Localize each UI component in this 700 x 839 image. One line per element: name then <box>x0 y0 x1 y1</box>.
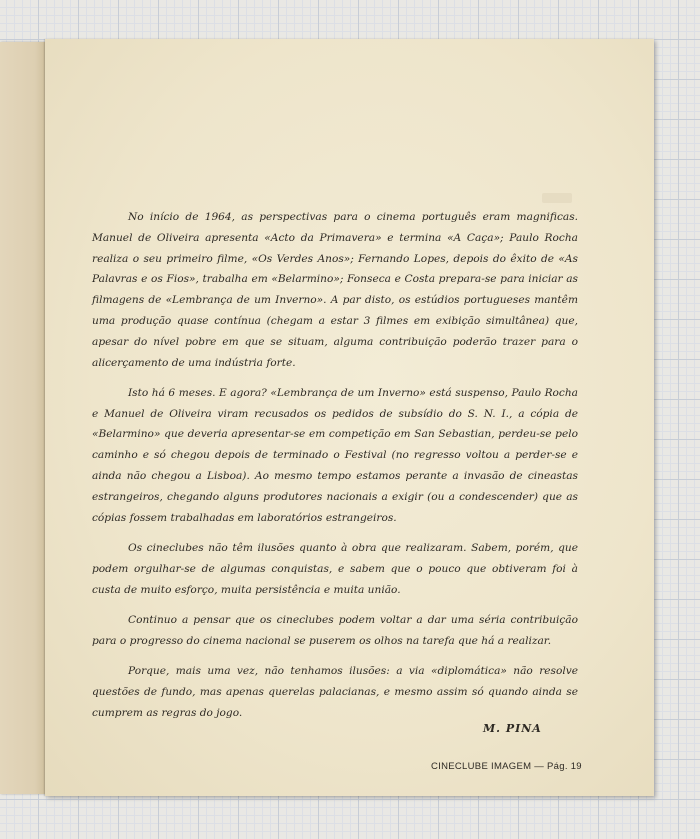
document-page <box>45 39 654 796</box>
page-footer: CINECLUBE IMAGEM — Pág. 19 <box>431 761 582 772</box>
article-body <box>92 207 578 733</box>
paragraph-2: Isto há 6 meses. E agora? «Lembrança de um Inverno» está suspenso, Paulo Rocha e Manuel de Oliveira viram recusados os pedidos de subsídio do S. N. I., a cópia de «Belarmino» que deveria apresentar-se em competição em San Sebastian, perdeu-se pelo caminho e só chegou depois de terminado o Festival (no regresso voltou a perder-se e ainda não chegou a Lisboa). Ao mesmo tempo estamos perante a invasão de cineastas estrangeiros, chegando alguns produtores nacionais a exigir (ou a condescender) que as cópias fossem trabalhadas em laboratórios estrangeiros. <box>92 386 578 524</box>
paragraph-5: Porque, mais uma vez, não tenhamos ilusões: a via «diplomática» não resolve questões de fundo, mas apenas querelas palacianas, e mesmo assim só quando ainda se cumprem as regras do jogo. <box>92 664 578 719</box>
author-signature: M. PINA <box>483 722 542 735</box>
paragraph-1: No início de 1964, as perspectivas para o cinema português eram magnificas. Manuel de Oliveira apresenta «Acto da Primavera» e termina «A Caça»; Paulo Rocha realiza o seu primeiro filme, «Os Verdes Anos»; Fernando Lopes, depois do êxito de «As Palavras e os Fios», trabalha em «Belarmino»; Fonseca e Costa prepara-se para iniciar as filmagens de «Lembrança de um Inverno». A par disto, os estúdios portugueses mantêm uma produção quase contínua (chegam a estar 3 filmes em exibição simultânea) que, apesar do nível pobre em que se situam, alguma contribuição poderão trazer para o alicerçamento de uma indústria forte. <box>92 211 578 369</box>
paragraph-4: Continuo a pensar que os cineclubes podem voltar a dar uma séria contribuição para o progresso do cinema nacional se puserem os olhos na tarefa que há a realizar. <box>92 613 578 647</box>
bleed-through-mark <box>542 193 572 203</box>
paragraph-3: Os cineclubes não têm ilusões quanto à obra que realizaram. Sabem, porém, que podem orgulhar-se de algumas conquistas, e sabem que o pouco que obtiveram foi à custa de muito esforço, muita persistência e muita união. <box>92 541 578 596</box>
facing-page-edge <box>0 42 50 794</box>
